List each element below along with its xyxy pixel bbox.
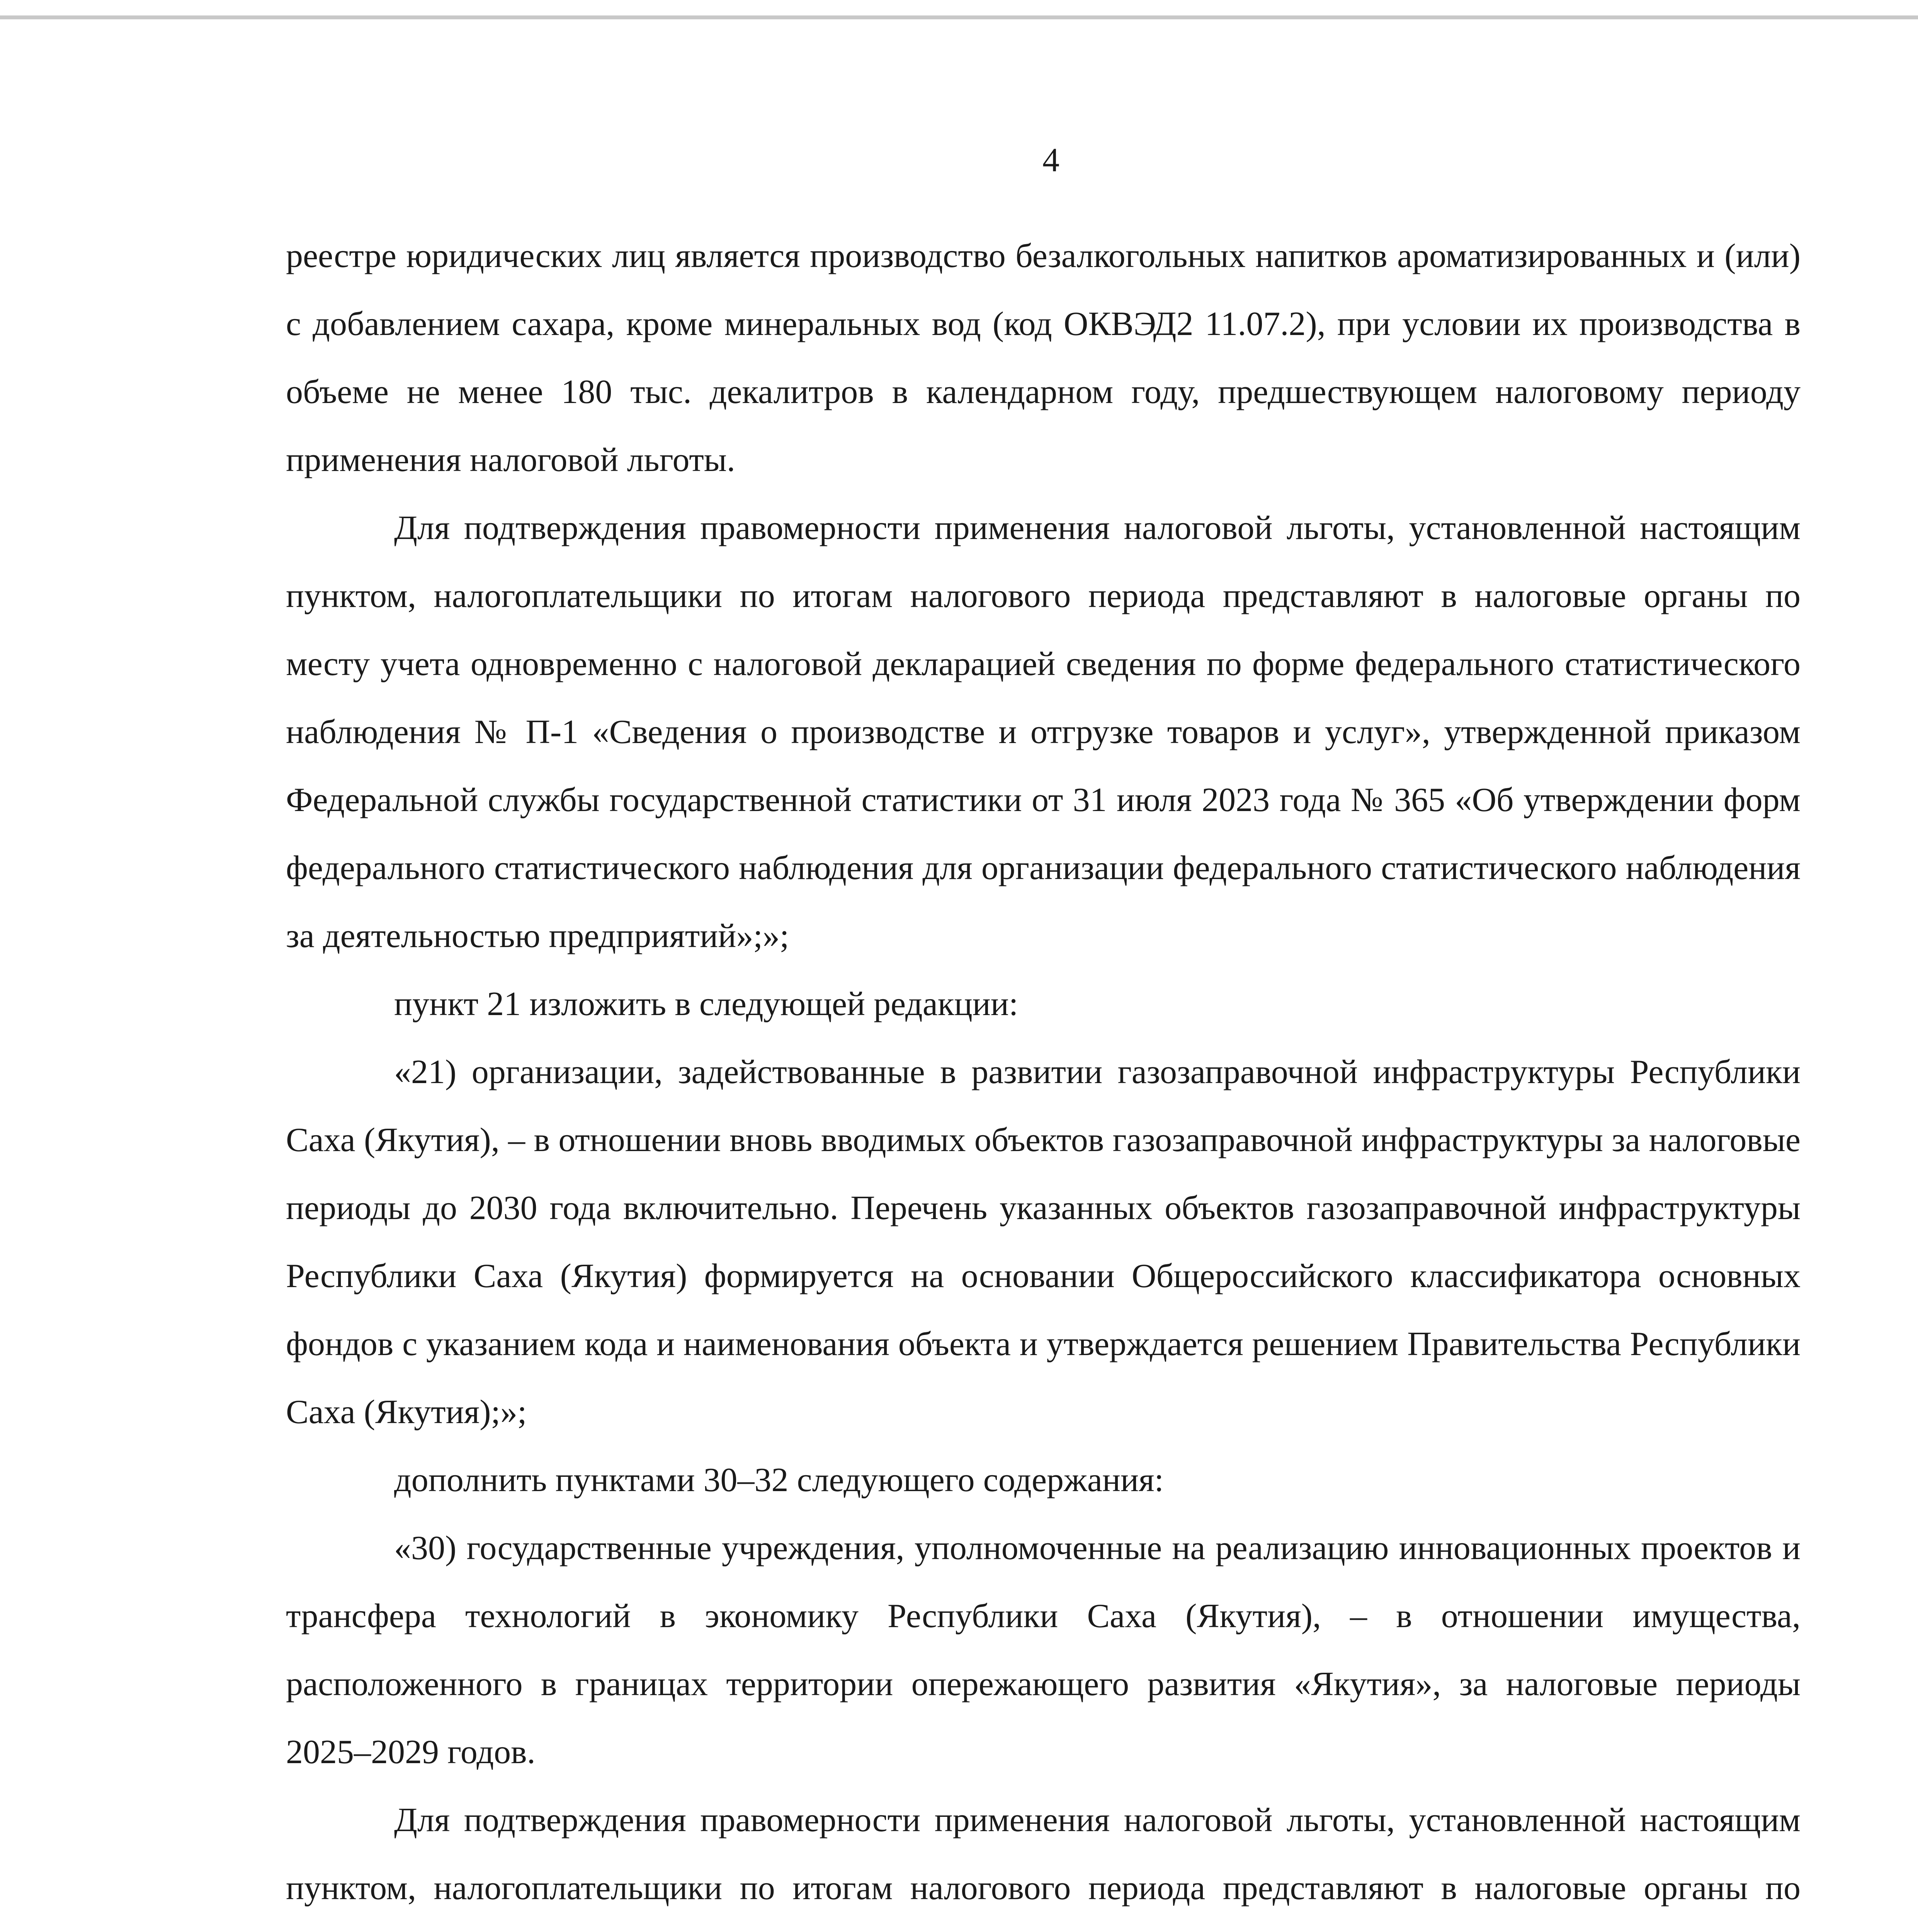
paragraph-item-21-instruction: пункт 21 изложить в следующей редакции: bbox=[394, 985, 1019, 1023]
document-body bbox=[286, 222, 1801, 1932]
paragraph-item-30: «30) государственные учреждения, уполномоченные на реализацию инновационных проектов и трансфера технологий в экономику Республики Саха (Якутия), – в отношении имущества, расположенного в границах территории опережающего развития «Якутия», за налоговые периоды 2025–2029 годов. bbox=[286, 1529, 1801, 1771]
paragraph-continuation: реестре юридических лиц является производство безалкогольных напитков ароматизированных и (или) с добавлением сахара, кроме минеральных вод (код ОКВЭД2 11.07.2), при условии их производства в объеме не менее 180 тыс. декалитров в календарном году, предшествующем налоговому периоду применения налоговой льготы. bbox=[286, 237, 1801, 479]
page-number: 4 bbox=[1042, 141, 1059, 179]
paragraph-item-21: «21) организации, задействованные в развитии газозаправочной инфраструктуры Республики Саха (Якутия), – в отношении вновь вводимых объектов газозаправочной инфраструктуры за налоговые периоды до 2030 года включительно. Перечень указанных объектов газозаправочной инфраструктуры Республики Саха (Якутия) формируется на основании Общероссийского классификатора основных фондов с указанием кода и наименования объекта и утверждается решением Правительства Республики Саха (Якутия);»; bbox=[286, 1053, 1801, 1431]
scan-top-edge bbox=[0, 15, 1918, 19]
paragraph-confirmation-os6: Для подтверждения правомерности применения налоговой льготы, установленной настоящим пунктом, налогоплательщики по итогам налогового периода представляют в налоговые органы по bbox=[286, 1801, 1801, 1907]
paragraph-confirmation-statistics: Для подтверждения правомерности применения налоговой льготы, установленной настоящим пунктом, налогоплательщики по итогам налогового периода представляют в налоговые органы по месту учета одновременно с налоговой декларацией сведения по форме федерального статистического наблюдения № П-1 «Сведения о производстве и отгрузке товаров и услуг», утвержденной приказом Федеральной службы государственной статистики от 31 июля 2023 года № 365 «Об утверждении форм федерального статистического наблюдения для организации федерального статистического наблюдения за деятельностью предприятий»;»; bbox=[286, 509, 1801, 955]
paragraph-items-30-32-instruction: дополнить пунктами 30–32 следующего содержания: bbox=[394, 1461, 1164, 1499]
